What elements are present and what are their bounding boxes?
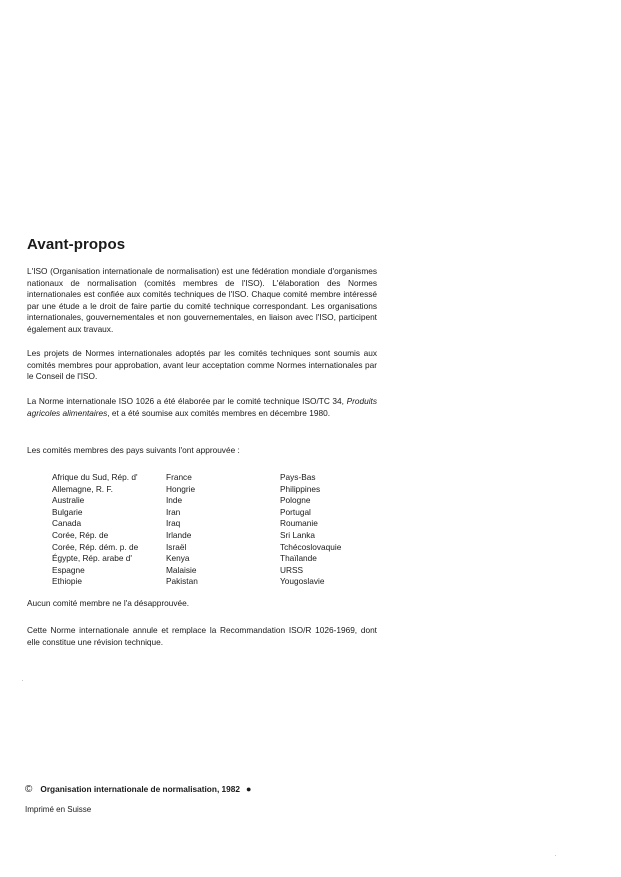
standard-text-pre: La Norme internationale ISO 1026 a été élaborée par le comité technique ISO/TC 34, [27,396,347,406]
country-column-3 [280,472,341,588]
country-item: Égypte, Rép. arabe d' [52,553,132,564]
standard-text-post: , et a été soumise aux comités membres en décembre 1980. [107,407,330,418]
country-item: Irlande [166,529,192,540]
country-item: Pays-Bas [280,472,316,482]
paragraph-no-disapproval: Aucun comité membre ne l'a désapprouvée. [27,598,190,608]
bullet-icon: ● [246,784,252,794]
copyright-icon: © [25,784,33,795]
country-item: Corée, Rép. dém. p. de [52,541,139,552]
country-item: Espagne [52,564,85,575]
paragraph-approval: Les projets de Normes internationales adoptés par les comités techniques sont soumis aux comités membres pour approbation, avant leur acceptation comme Normes internationales par le Conseil de l'ISO. [27,348,377,382]
country-item: Bulgarie [52,506,83,517]
country-item: Iraq [166,518,181,529]
country-item: Hongrie [166,483,196,494]
country-item: Afrique du Sud, Rép. d' [52,472,138,482]
committee-name: Produits agricoles alimentaires [27,396,377,418]
country-column-2 [166,472,198,588]
scan-speck [22,680,23,681]
country-item: Israël [166,541,187,552]
country-item: Iran [166,506,181,517]
scan-speck [555,855,556,856]
country-item: Pologne [280,495,311,506]
country-item: Canada [52,518,82,529]
country-item: Kenya [166,553,190,564]
copyright-text: Organisation internationale de normalisation, 1982 [40,784,241,794]
country-item: France [166,472,192,482]
paragraph-countries-intro: Les comités membres des pays suivants l'ont approuvée : [27,445,240,455]
country-item: Allemagne, R. F. [52,483,113,494]
paragraph-replacement: Cette Norme internationale annule et remplace la Recommandation ISO/R 1026-1969, dont elle constitue une révision technique. [27,625,377,647]
country-item: Sri Lanka [280,529,316,540]
country-item: Philippines [280,483,321,494]
country-item: Inde [166,495,183,506]
country-item: Malaisie [166,564,197,575]
country-item: URSS [280,564,304,575]
country-item: Thaïlande [280,553,317,564]
country-column-1 [52,472,138,588]
footer-printed: Imprimé en Suisse [25,805,92,814]
country-item: Yougoslavie [280,576,325,587]
paragraph-standard [27,396,377,419]
footer-copyright [25,784,251,795]
country-item: Australie [52,495,85,506]
country-item: Roumanie [280,518,318,529]
paragraph-intro: L'ISO (Organisation internationale de normalisation) est une fédération mondiale d'organismes nationaux de normalisation (comités membres de l'ISO). L'élaboration des Normes internationales est confiée aux comités techniques de l'ISO. Chaque comité membre intéressé par une étude a le droit de faire partie du comité technique correspondant. Les organisations internationales, gouvernementales et non gouvernementales, en liaison avec l'ISO, participent également aux travaux. [27,266,377,334]
country-item: Portugal [280,506,311,517]
country-item: Pakistan [166,576,198,587]
country-item: Tchécoslovaquie [280,541,342,552]
country-item: Ethiopie [52,576,82,587]
page-title: Avant-propos [27,236,126,253]
country-item: Corée, Rép. de [52,529,109,540]
